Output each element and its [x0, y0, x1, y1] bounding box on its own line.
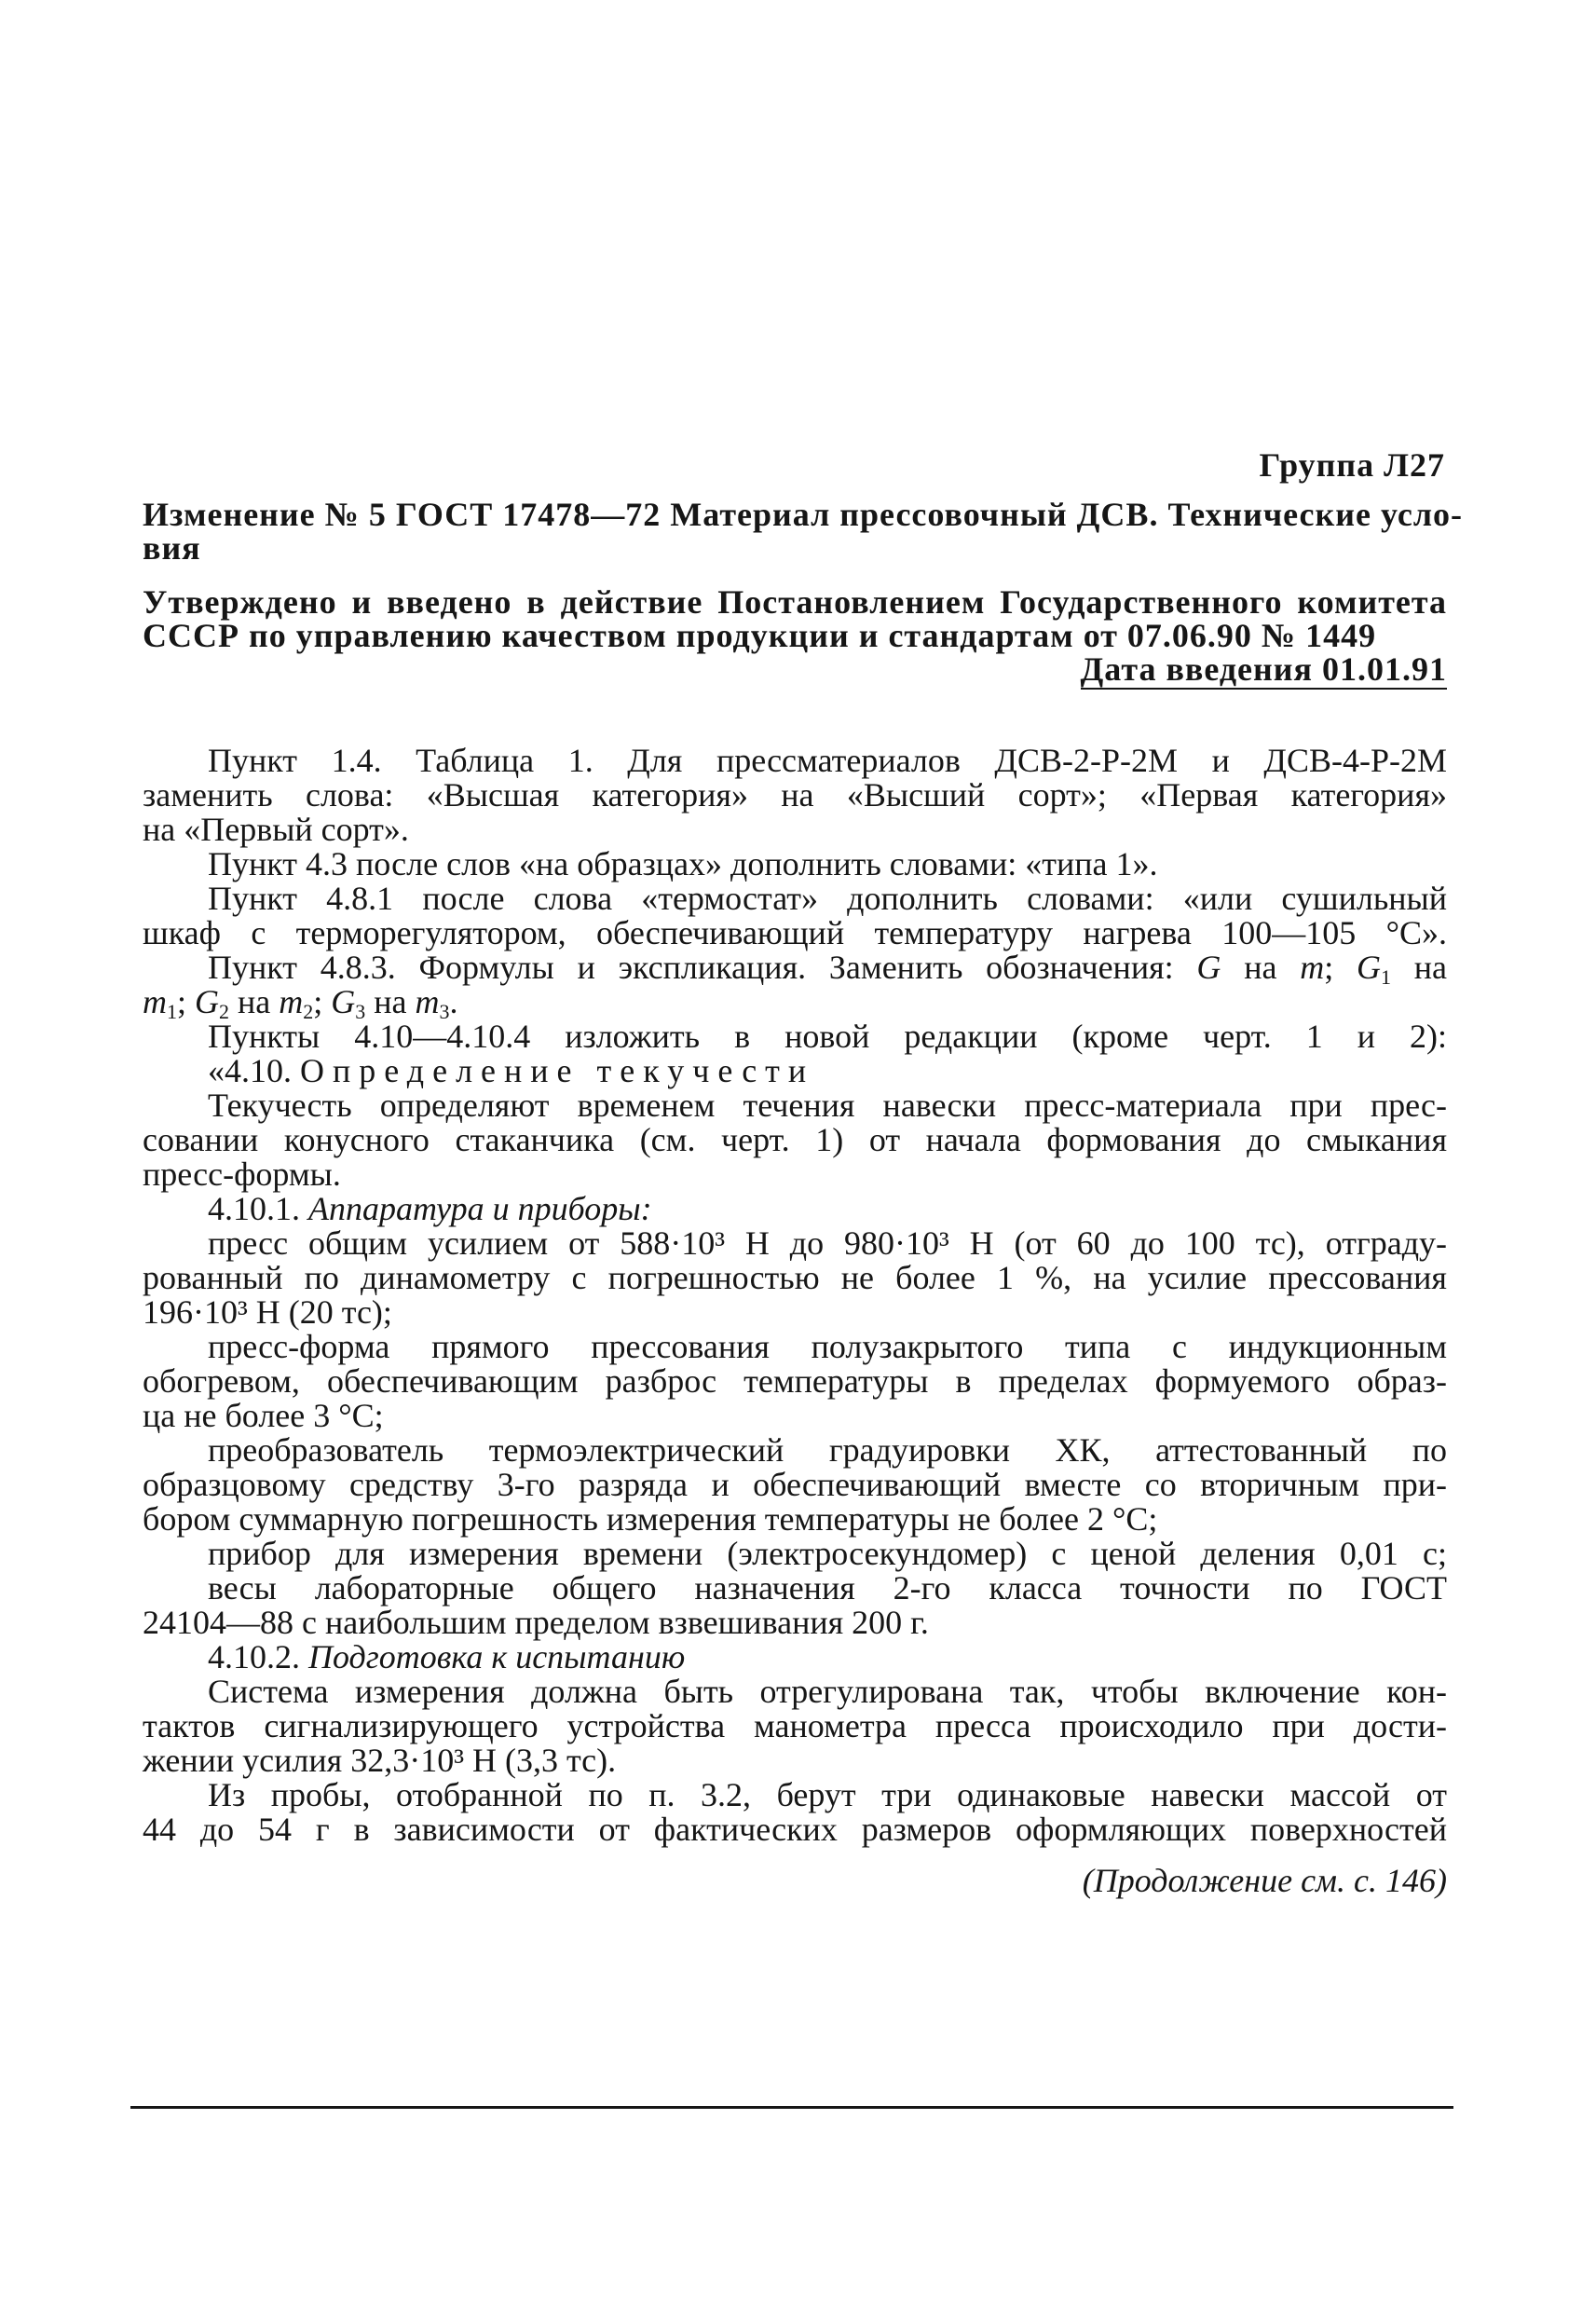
paragraph-line: жении усилия 32,3·10³ Н (3,3 тс). — [143, 1742, 617, 1779]
section-heading-4-10-1: 4.10.1. Аппаратура и приборы: — [208, 1190, 652, 1227]
equipment-item: бором суммарную погрешность измерения температуры не более 2 °С; — [143, 1500, 1158, 1538]
equipment-item: пресс-форма прямого прессования полузакрытого типа с индукционным — [208, 1328, 1447, 1365]
equipment-item: преобразователь термоэлектрический градуировки ХК, аттестованный по — [208, 1431, 1447, 1469]
equipment-item: образцовому средству 3-го разряда и обеспечивающий вместе со вторичным при- — [143, 1466, 1447, 1503]
equipment-item: 24104—88 с наибольшим пределом взвешивания 200 г. — [143, 1604, 929, 1641]
section-heading-4-10-2: 4.10.2. Подготовка к испытанию — [208, 1638, 686, 1675]
section-heading-4-10: «4.10. Определение текучести — [208, 1052, 815, 1089]
equipment-item: обогревом, обеспечивающим разброс температуры в пределах формуемого образ- — [143, 1362, 1447, 1400]
paragraph-line: Система измерения должна быть отрегулирована так, чтобы включение кон- — [208, 1673, 1447, 1710]
effective-date: Дата введения 01.01.91 — [1080, 650, 1447, 688]
paragraph-line: Пункт 4.3 после слов «на образцах» дополнить словами: «типа 1». — [208, 845, 1158, 882]
equipment-item: весы лабораторные общего назначения 2-го класса точности по ГОСТ — [208, 1569, 1447, 1607]
paragraph-line: Текучесть определяют временем течения навески пресс-материала при прес- — [208, 1087, 1447, 1124]
equipment-item: рованный по динамометру с погрешностью не более 1 %, на усилие прессования — [143, 1259, 1447, 1296]
paragraph-line: Пункт 1.4. Таблица 1. Для прессматериалов ДСВ-2-Р-2М и ДСВ-4-Р-2М — [208, 742, 1447, 779]
paragraph-line: шкаф с терморегулятором, обеспечивающий температуру нагрева 100—105 °С». — [143, 914, 1447, 951]
continued-note: (Продолжение см. с. 146) — [1082, 1862, 1447, 1899]
equipment-item: пресс общим усилием от 588·10³ Н до 980·10³ Н (от 60 до 100 тс), отграду- — [208, 1224, 1447, 1262]
formula-notation-line: Пункт 4.8.3. Формулы и экспликация. Заменить обозначения: G на m; $G_1$ на — [208, 949, 1447, 989]
paragraph-line: Пункты 4.10—4.10.4 изложить в новой редакции (кроме черт. 1 и 2): — [208, 1018, 1447, 1055]
paragraph-line: 44 до 54 г в зависимости от фактических размеров оформляющих поверхностей — [143, 1811, 1447, 1848]
paragraph-line: пресс-формы. — [143, 1156, 341, 1193]
footer-rule — [130, 2106, 1453, 2109]
paragraph-line: тактов сигнализирующего устройства манометра пресса происходило при дости- — [143, 1707, 1447, 1744]
formula-notation-line: $m_1$; $G_2$ на $m_2$; $G_3$ на $m_3$. — [143, 983, 458, 1023]
equipment-item: прибор для измерения времени (электросекундомер) с ценой деления 0,01 с; — [208, 1535, 1447, 1572]
paragraph-line: совании конусного стаканчика (см. черт. 1) от начала формования до смыкания — [143, 1121, 1447, 1158]
paragraph-line: на «Первый сорт». — [143, 811, 409, 848]
document-body — [143, 744, 1447, 1898]
equipment-item: 196·10³ Н (20 тс); — [143, 1293, 392, 1331]
paragraph-line: Из пробы, отобранной по п. 3.2, берут три одинаковые навески массой от — [208, 1776, 1447, 1813]
equipment-item: ца не более 3 °С; — [143, 1397, 384, 1434]
paragraph-line: Пункт 4.8.1 после слова «термостат» дополнить словами: «или сушильный — [208, 880, 1447, 917]
approval-block: Утверждено и введено в действие Постановлением Государственного комитета СССР по управлению качеством продукции и стандартам от 07.06.90 № 1449 Дата введения 01.01.91 — [143, 583, 1447, 688]
group-code: Группа Л27 — [1259, 446, 1445, 484]
amendment-title: Изменение № 5 ГОСТ 17478—72 Материал прессовочный ДСВ. Технические усло- вия — [143, 496, 1464, 567]
paragraph-line: заменить слова: «Высшая категория» на «Высший сорт»; «Первая категория» — [143, 776, 1447, 814]
